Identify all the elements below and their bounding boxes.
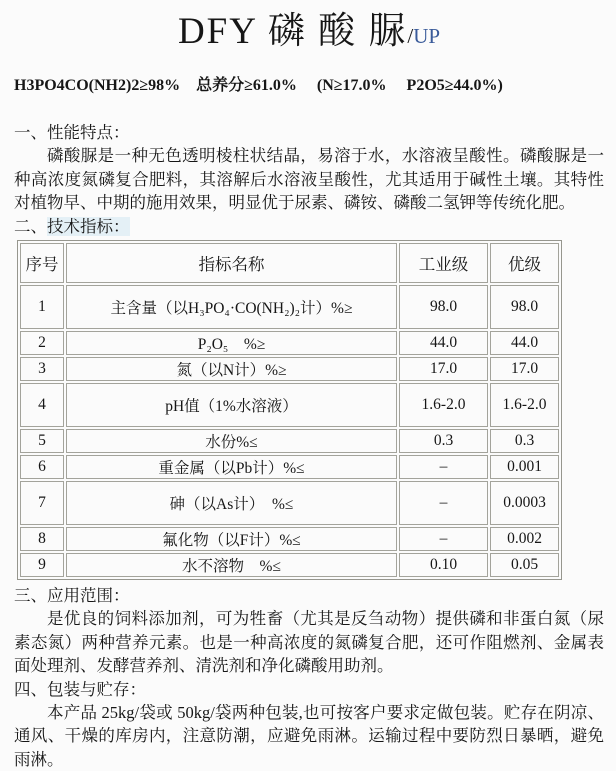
col-header-industrial-grade: 工业级 [399,243,488,283]
chemical-spec-line: H3PO4CO(NH2)2≥98% 总养分≥61.0% (N≥17.0% P2O5≥44.0%) [14,77,503,94]
industrial-grade-value: – [399,455,488,479]
table-row [20,357,559,381]
row-no: 9 [20,553,64,577]
col-header-indicator-name: 指标名称 [66,243,397,283]
page-title-slash: / [407,24,414,48]
premium-grade-value: 1.6-2.0 [490,383,559,427]
table-row [20,383,559,427]
page-title-main: DFY 磷 酸 脲 [177,11,408,52]
col-header-premium-grade: 优级 [490,243,559,283]
industrial-grade-value: 98.0 [399,285,488,329]
table-header-row [20,243,559,283]
indicator-name: 水份%≤ [66,429,397,453]
table-row [20,429,559,453]
section-heading-packaging: 四、包装与贮存： [14,679,146,699]
indicator-name: 水不溶物 %≤ [66,553,397,577]
table-row [20,527,559,551]
row-no: 1 [20,285,64,329]
industrial-grade-value: 0.10 [399,553,488,577]
section-heading-technical-indicators [14,215,604,238]
technical-indicators-table [17,240,562,580]
premium-grade-value: 44.0 [490,331,559,355]
heading-prefix: 二、 [14,216,47,236]
page-title-suffix: UP [413,24,441,48]
premium-grade-value: 0.3 [490,429,559,453]
indicator-name: 砷（以As计） %≤ [66,481,397,525]
row-no: 8 [20,527,64,551]
application-paragraph: 是优良的饲料添加剂，可为牲畜（尤其是反刍动物）提供磷和非蛋白氮（尿素态氮）两种营养元素。也是一种高浓度的氮磷复合肥，还可作阻燃剂、金属表面处理剂、发酵营养剂、清洗剂和净化磷酸用助剂。 [14,609,604,676]
industrial-grade-value: 1.6-2.0 [399,383,488,427]
page-title [14,8,604,60]
row-no: 6 [20,455,64,479]
industrial-grade-value: 17.0 [399,357,488,381]
industrial-grade-value: 0.3 [399,429,488,453]
performance-paragraph: 磷酸脲是一种无色透明棱柱状结晶，易溶于水，水溶液呈酸性。磷酸脲是一种高浓度氮磷复合肥料，其溶解后水溶液呈酸性，尤其适用于碱性土壤。其特性对植物早、中期的施用效果，明显优于尿素、磷铵、磷酸二氢钾等传统化肥。 [14,146,604,213]
row-no: 5 [20,429,64,453]
table-row [20,553,559,577]
section-heading-performance: 一、性能特点： [14,123,130,142]
indicator-name: P₂O₅ %≥ [66,331,397,355]
industrial-grade-value: – [399,481,488,525]
indicator-name: 主含量（以H₃PO₄·CO(NH₂)₂计）%≥ [66,285,397,329]
heading-highlighted-text: 技术指标： [47,216,130,236]
table-row [20,331,559,355]
row-no: 3 [20,357,64,381]
row-no: 7 [20,481,64,525]
indicator-name: 氟化物（以F计）%≤ [66,527,397,551]
col-header-no: 序号 [20,243,64,283]
indicator-name: pH值（1%水溶液） [66,383,397,427]
premium-grade-value: 17.0 [490,357,559,381]
premium-grade-value: 0.002 [490,527,559,551]
section-heading-application: 三、应用范围： [14,586,130,606]
table-row [20,285,559,329]
premium-grade-value: 0.0003 [490,481,559,525]
row-no: 4 [20,383,64,427]
premium-grade-value: 0.001 [490,455,559,479]
industrial-grade-value: 44.0 [399,331,488,355]
indicator-name: 氮（以N计）%≥ [66,357,397,381]
industrial-grade-value: – [399,527,488,551]
table-row [20,481,559,525]
packaging-paragraph: 本产品 25kg/袋或 50kg/袋两种包装,也可按客户要求定做包装。贮存在阴凉、通风、干燥的库房内，注意防潮，应避免雨淋。运输过程中要防烈日暴晒，避免雨淋。 [14,703,604,769]
premium-grade-value: 0.05 [490,553,559,577]
row-no: 2 [20,331,64,355]
indicator-name: 重金属（以Pb计）%≤ [66,455,397,479]
premium-grade-value: 98.0 [490,285,559,329]
table-row [20,455,559,479]
